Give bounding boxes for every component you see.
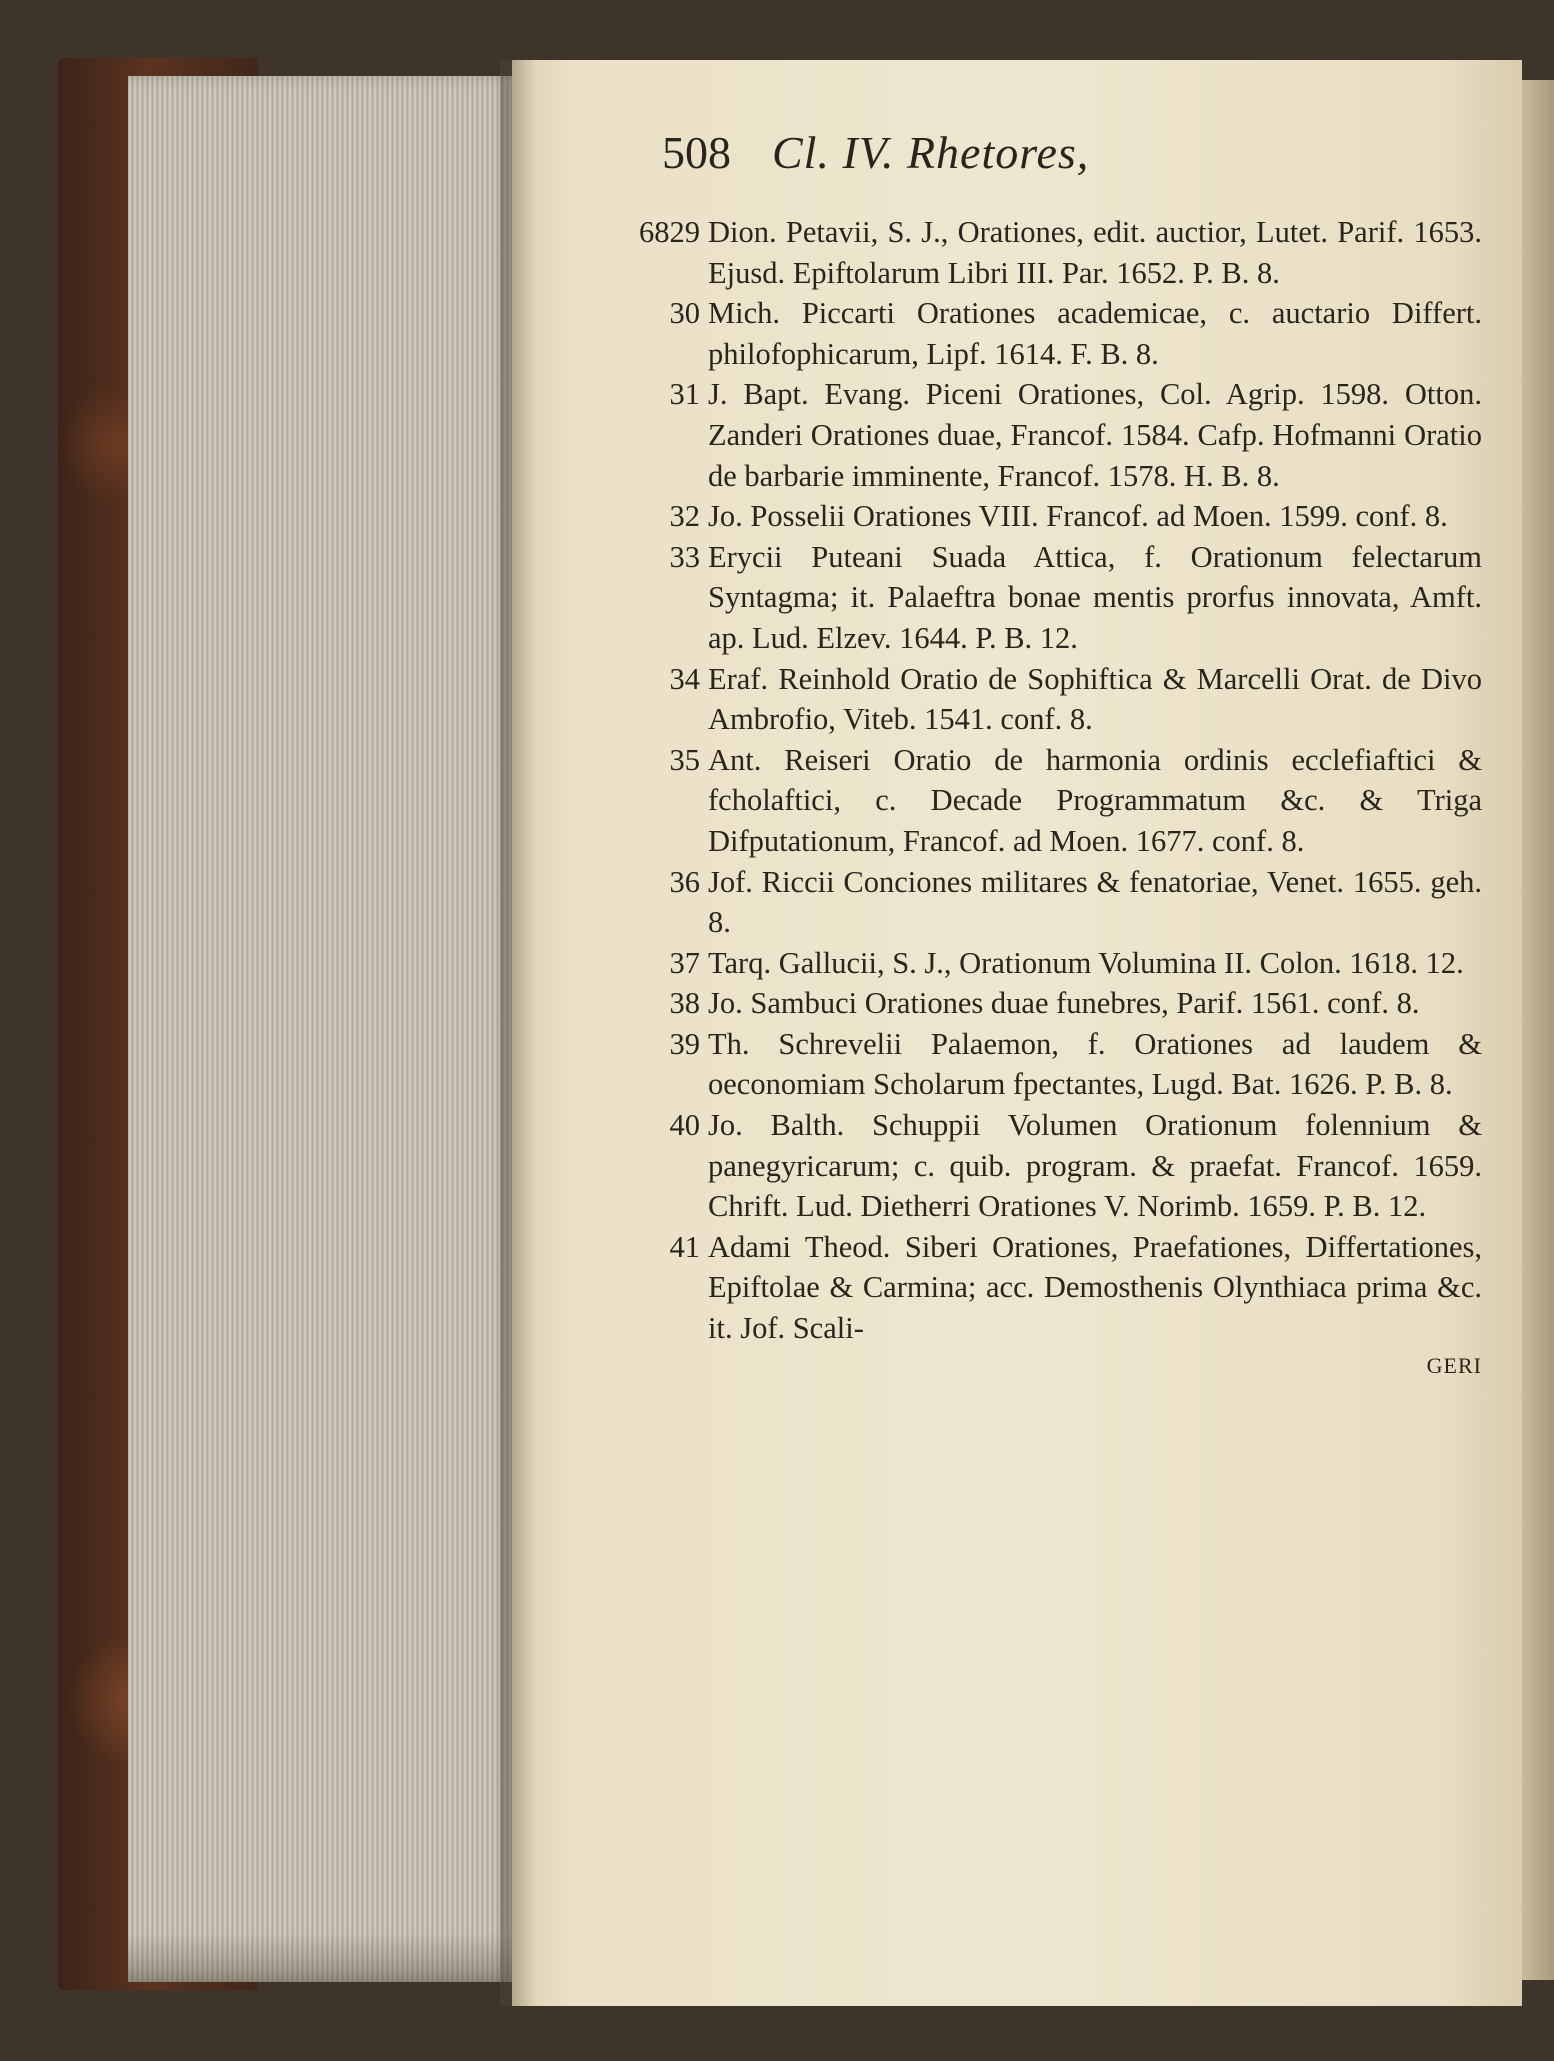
catalogue-entry [652,1024,1482,1105]
entry-number: 6829 [639,215,700,249]
entry-text: Jo. Balth. Schuppii Volumen Orationum folennium & panegyricarum; c. quib. program. & praefat. Francof. 1659. Chrift. Lud. Dietherri Orationes V. Norimb. 1659. P. B. 12. [708,1108,1482,1224]
page-content [639,126,1482,1379]
entry-number: 31 [669,377,700,412]
catalogue-entry [652,1105,1482,1227]
entry-text: Jo. Sambuci Orationes duae funebres, Parif. 1561. conf. 8. [708,986,1420,1021]
entry-text: Jof. Riccii Conciones militares & fenatoriae, Venet. 1655. geh. 8. [708,864,1482,940]
entry-number: 34 [669,661,700,696]
entry-number: 37 [669,945,700,980]
entry-text: J. Bapt. Evang. Piceni Orationes, Col. Agrip. 1598. Otton. Zanderi Orationes duae, Francof. 1584. Cafp. Hofmanni Oratio de barbarie imminente, Francof. 1578. H. B. 8. [708,377,1482,493]
entry-number: 40 [669,1108,700,1143]
entry-text: Dion. Petavii, S. J., Orationes, edit. auctior, Lutet. Parif. 1653. Ejusd. Epiftolarum Libri III. Par. 1652. P. B. 8. [708,215,1482,290]
entry-number: 38 [669,986,700,1021]
entry-number: 41 [669,1229,700,1264]
facing-page-edge [1522,80,1554,1980]
entry-number: 30 [669,296,700,331]
page-number: 508 [662,127,731,178]
entry-text: Adami Theod. Siberi Orationes, Praefationes, Differtationes, Epiftolae & Carmina; acc. Demosthenis Olynthiaca prima &c. it. Jof. Scali- [708,1229,1482,1346]
entry-text: Th. Schrevelii Palaemon, f. Orationes ad laudem & oeconomiam Scholarum fpectantes, Lugd. Bat. 1626. P. B. 8. [708,1026,1482,1102]
entry-number: 33 [669,539,700,574]
running-head [662,126,1482,188]
page-gutter-shadow [500,60,536,2006]
catalogue-entry [652,374,1482,496]
catalogue-entry [652,659,1482,740]
catalogue-entry [652,740,1482,862]
page-block-edges [128,76,516,1982]
entry-number: 36 [669,864,700,899]
catalogue-entry [652,983,1482,1024]
catalogue-entry [652,1227,1482,1349]
catalogue-entry [652,862,1482,943]
entry-text: Erycii Puteani Suada Attica, f. Orationum felectarum Syntagma; it. Palaeftra bonae mentis prorfus innovata, Amft. ap. Lud. Elzev. 1644. P. B. 12. [708,539,1482,655]
running-title: Cl. IV. Rhetores, [772,127,1090,178]
entry-text: Jo. Posselii Orationes VIII. Francof. ad Moen. 1599. conf. 8. [708,499,1448,534]
catchword: GERI [1426,1352,1482,1378]
entry-number: 32 [669,499,700,534]
catalogue-entry [652,537,1482,659]
entry-text: Eraf. Reinhold Oratio de Sophiftica & Marcelli Orat. de Divo Ambrofio, Viteb. 1541. conf. 8. [708,661,1482,737]
catalogue-entry [652,293,1482,374]
catalogue-entry [652,943,1482,984]
catalogue-entry [652,496,1482,537]
catalogue-entries [639,212,1482,1349]
entry-number: 35 [669,742,700,777]
entry-number: 39 [669,1026,700,1061]
entry-text: Tarq. Gallucii, S. J., Orationum Volumina II. Colon. 1618. 12. [708,945,1464,980]
entry-text: Mich. Piccarti Orationes academicae, c. auctario Differt. philofophicarum, Lipf. 1614. F. B. 8. [708,296,1482,371]
entry-text: Ant. Reiseri Oratio de harmonia ordinis ecclefiaftici & fcholaftici, c. Decade Programmatum &c. & Triga Difputationum, Francof. ad Moen. 1677. conf. 8. [708,742,1482,858]
catalogue-entry [639,212,1482,293]
